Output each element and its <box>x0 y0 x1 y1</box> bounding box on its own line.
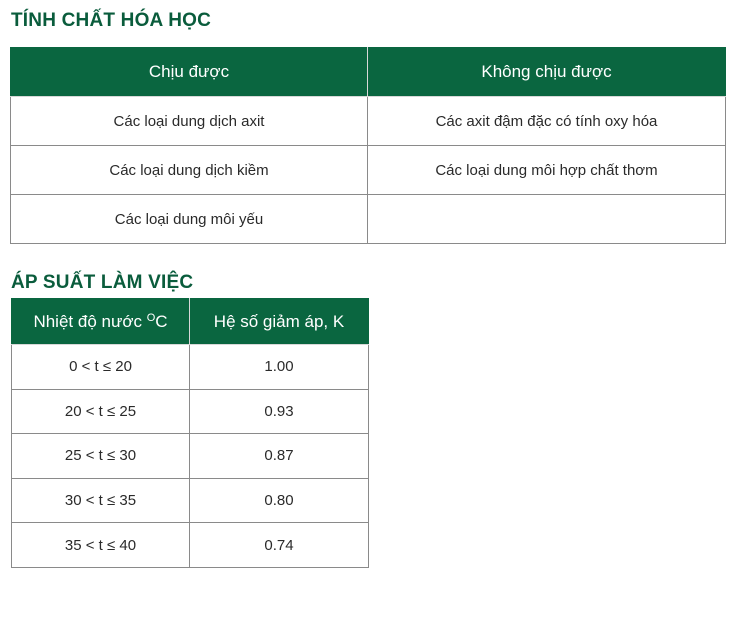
table-row <box>12 345 369 390</box>
header-resistant: Chịu được <box>11 48 368 97</box>
temperature-range: 35 < t ≤ 40 <box>12 523 190 568</box>
table-row <box>12 478 369 523</box>
table-row <box>11 146 726 195</box>
working-pressure-table <box>11 298 369 568</box>
temperature-range: 30 < t ≤ 35 <box>12 478 190 523</box>
table-cell: Các loại dung dịch kiềm <box>11 146 368 195</box>
table-row <box>12 523 369 568</box>
pressure-factor: 0.74 <box>190 523 369 568</box>
table-cell: Các loại dung dịch axit <box>11 97 368 146</box>
table-row <box>12 389 369 434</box>
header-temp-label: Nhiệt độ nước <box>33 311 147 331</box>
pressure-factor: 0.93 <box>190 389 369 434</box>
temperature-range: 0 < t ≤ 20 <box>12 345 190 390</box>
table-row <box>12 434 369 479</box>
header-temp-unit: C <box>155 311 168 331</box>
chemical-properties-table <box>10 47 726 244</box>
table-row <box>11 97 726 146</box>
table-cell: Các loại dung môi yếu <box>11 195 368 244</box>
temperature-range: 20 < t ≤ 25 <box>12 389 190 434</box>
header-not-resistant: Không chịu được <box>368 48 726 97</box>
temperature-range: 25 < t ≤ 30 <box>12 434 190 479</box>
table-cell: Các loại dung môi hợp chất thơm <box>368 146 726 195</box>
header-pressure-factor: Hệ số giảm áp, K <box>190 299 369 345</box>
pressure-factor: 1.00 <box>190 345 369 390</box>
table-row <box>11 195 726 244</box>
working-pressure-title: ÁP SUẤT LÀM VIỆC <box>11 272 194 293</box>
pressure-factor: 0.80 <box>190 478 369 523</box>
table-header-row <box>12 299 369 345</box>
header-water-temperature <box>12 299 190 345</box>
pressure-factor: 0.87 <box>190 434 369 479</box>
table-cell: Các axit đậm đặc có tính oxy hóa <box>368 97 726 146</box>
table-cell-empty <box>368 195 726 244</box>
chemical-properties-title: TÍNH CHẤT HÓA HỌC <box>11 10 212 31</box>
degree-sup: O <box>146 311 156 324</box>
table-header-row <box>11 48 726 97</box>
